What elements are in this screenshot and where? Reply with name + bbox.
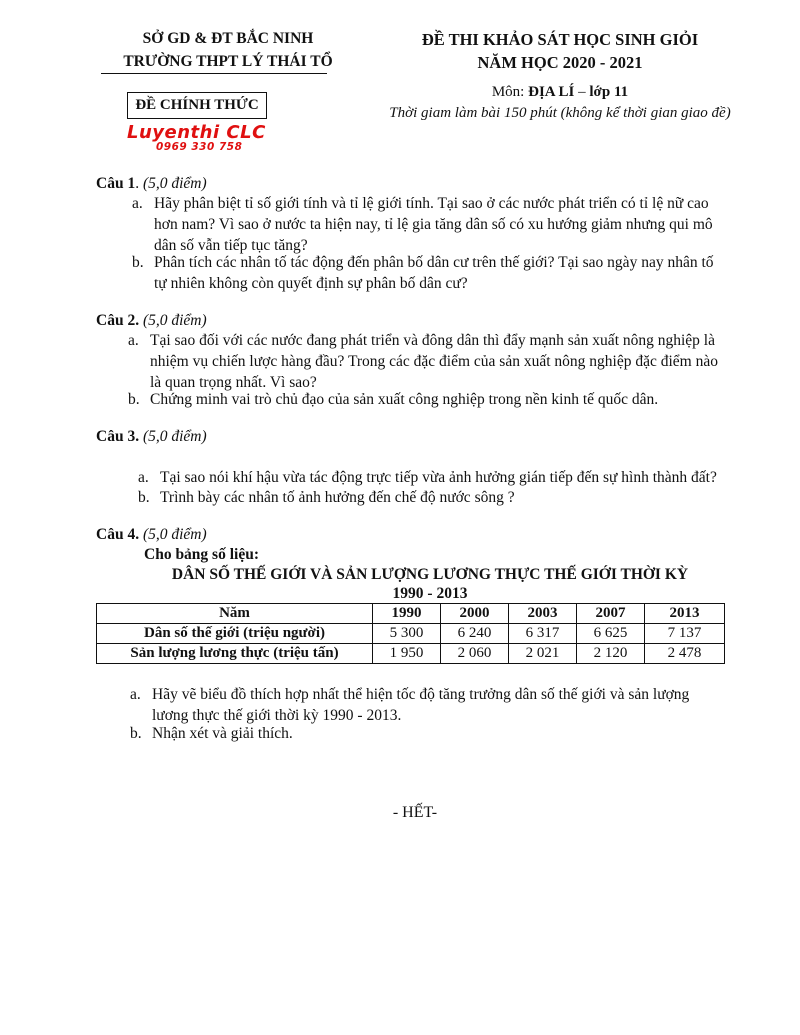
- table-cell: 5 300: [373, 624, 441, 644]
- table-row: [97, 624, 725, 644]
- item-line: Tại sao nói khí hậu vừa tác động trực tiếp vừa ảnh hưởng gián tiếp đến sự hình thành đất?: [160, 469, 717, 486]
- org-underline: [101, 73, 327, 74]
- item-line: Trình bày các nhân tố ảnh hưởng đến chế độ nước sông ?: [160, 489, 515, 506]
- item-line: nhiệm vụ chiến lược hàng đầu? Trong các đặc điểm của sản xuất nông nghiệp đặc điểm nào: [150, 353, 718, 370]
- time-limit: Thời giam làm bài 150 phút (không kể thời gian giao đề): [389, 105, 731, 121]
- item-line: Phân tích các nhân tố tác động đến phân bố dân cư trên thế giới? Tại sao ngày nay nhân tố: [154, 254, 714, 271]
- item-line: dân số vẫn tiếp tục tăng?: [154, 237, 308, 254]
- table-cell: 7 137: [645, 624, 725, 644]
- table-cell: 2 120: [577, 644, 645, 664]
- question-points: (5,0 điểm): [142, 428, 207, 445]
- question-label: Câu 3.: [96, 428, 140, 445]
- question-4-heading: [96, 526, 207, 544]
- table-row: [97, 644, 725, 664]
- brand-phone: 0969 330 758: [156, 141, 243, 153]
- org-line-department: SỞ GD & ĐT BẮC NINH: [142, 30, 314, 47]
- item-marker: a.: [132, 195, 143, 212]
- item-marker: a.: [130, 686, 141, 703]
- table-row-label: Dân số thế giới (triệu người): [97, 624, 373, 644]
- item-line: tự nhiên không còn quyết định sự phân bố dân cư?: [154, 275, 468, 292]
- brand-logo-text: Luyenthi CLC: [127, 122, 266, 143]
- table-header-cell: 2013: [645, 604, 725, 624]
- item-line: hơn nam? Vì sao ở nước ta hiện nay, tỉ lệ gia tăng dân số có xu hướng giảm nhưng qui mô: [154, 216, 713, 233]
- table-header-cell: 2003: [509, 604, 577, 624]
- table-intro: Cho bảng số liệu:: [144, 546, 259, 563]
- table-header-cell: 1990: [373, 604, 441, 624]
- table-cell: 6 317: [509, 624, 577, 644]
- subject-dash: –: [574, 84, 590, 100]
- item-line: Hãy phân biệt tỉ số giới tính và tỉ lệ giới tính. Tại sao ở các nước phát triển có tỉ lệ nữ cao: [154, 195, 709, 212]
- item-line: Tại sao đối với các nước đang phát triển và đông dân thì đẩy mạnh sản xuất nông nghiệp là: [150, 332, 715, 349]
- question-sep: .: [135, 175, 143, 192]
- table-cell: 2 478: [645, 644, 725, 664]
- item-marker: b.: [138, 489, 150, 506]
- table-cell: 6 625: [577, 624, 645, 644]
- subject-grade: lớp 11: [589, 84, 629, 100]
- item-marker: b.: [130, 725, 142, 742]
- question-points: (5,0 điểm): [142, 526, 207, 543]
- org-line-school: TRƯỜNG THPT LÝ THÁI TỔ: [123, 53, 333, 70]
- item-marker: a.: [138, 469, 149, 486]
- table-title: DÂN SỐ THẾ GIỚI VÀ SẢN LƯỢNG LƯƠNG THỰC THẾ GIỚI THỜI KỲ: [171, 566, 689, 583]
- table-cell: 2 021: [509, 644, 577, 664]
- data-table: [96, 603, 725, 664]
- end-mark: - HẾT-: [392, 804, 438, 821]
- exam-title: ĐỀ THI KHẢO SÁT HỌC SINH GIỎI: [421, 30, 699, 49]
- item-marker: a.: [128, 332, 139, 349]
- question-label: Câu 2.: [96, 312, 140, 329]
- question-label: Câu 4.: [96, 526, 140, 543]
- subject-name: ĐỊA LÍ: [528, 84, 575, 100]
- subject-prefix: Môn:: [491, 84, 529, 100]
- table-cell: 2 060: [441, 644, 509, 664]
- official-exam-badge: ĐỀ CHÍNH THỨC: [127, 92, 267, 119]
- table-title-years: 1990 - 2013: [392, 585, 468, 602]
- table-header-row: [97, 604, 725, 624]
- question-1-heading: [96, 175, 207, 193]
- item-line: Hãy vẽ biểu đồ thích hợp nhất thể hiện tốc độ tăng trưởng dân số thế giới và sản lượng: [152, 686, 690, 703]
- subject-line: [370, 84, 750, 101]
- table-row-label: Sản lượng lương thực (triệu tấn): [97, 644, 373, 664]
- exam-year: NĂM HỌC 2020 - 2021: [477, 53, 643, 72]
- question-2-heading: [96, 312, 207, 330]
- table-header-cell: 2007: [577, 604, 645, 624]
- table-header-cell: 2000: [441, 604, 509, 624]
- item-line: Nhận xét và giải thích.: [152, 725, 293, 742]
- item-line: Chứng minh vai trò chủ đạo của sản xuất công nghiệp trong nền kinh tế quốc dân.: [150, 391, 659, 408]
- table-header-cell: Năm: [97, 604, 373, 624]
- table-cell: 1 950: [373, 644, 441, 664]
- question-points: (5,0 điểm): [142, 175, 207, 192]
- question-3-heading: [96, 428, 207, 446]
- item-marker: b.: [132, 254, 144, 271]
- question-points: (5,0 điểm): [142, 312, 207, 329]
- table-cell: 6 240: [441, 624, 509, 644]
- item-marker: b.: [128, 391, 140, 408]
- item-line: lương thực thế giới thời kỳ 1990 - 2013.: [152, 707, 402, 724]
- question-label: Câu 1: [96, 175, 136, 192]
- item-line: là quan trọng nhất. Vì sao?: [150, 374, 317, 391]
